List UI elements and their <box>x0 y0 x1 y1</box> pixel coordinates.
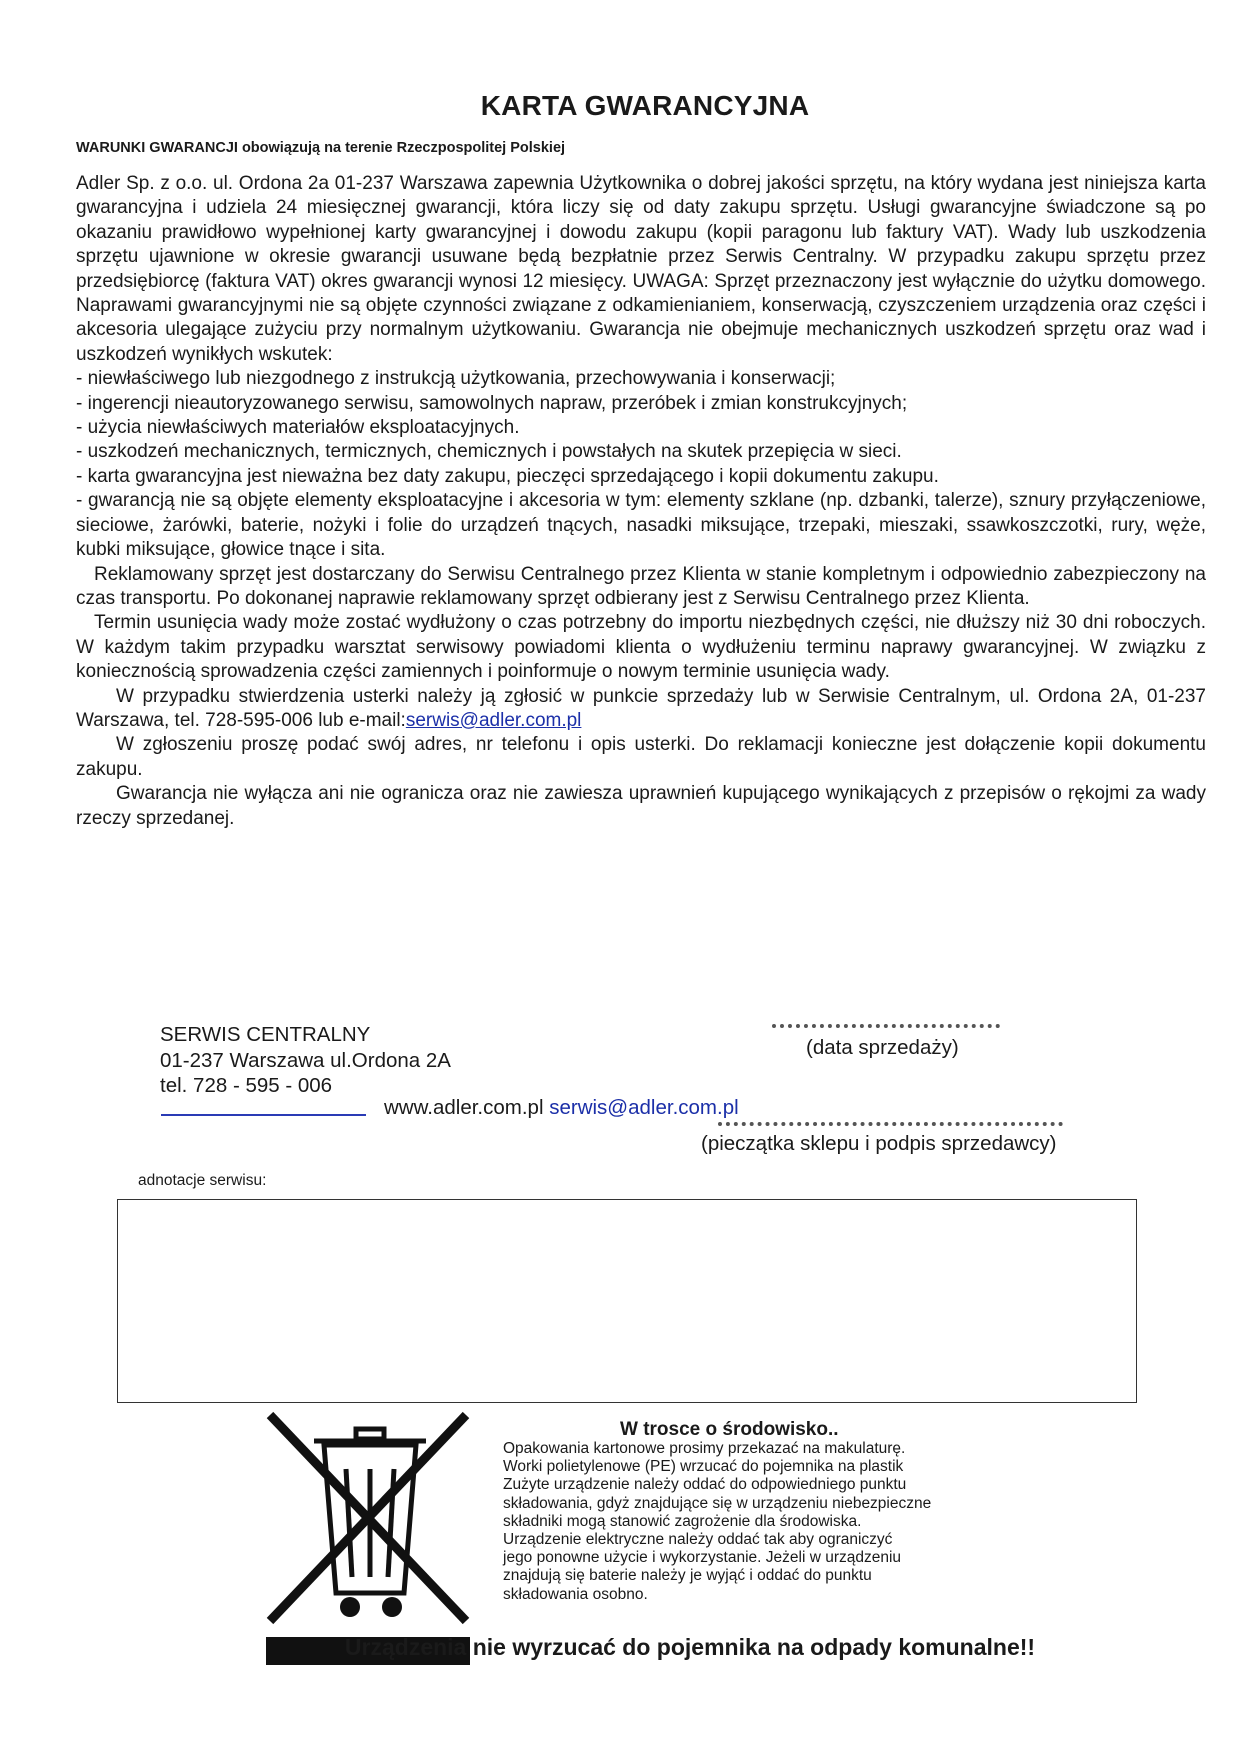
stamp-signature-label: (pieczątka sklepu i podpis sprzedawcy) <box>701 1132 1057 1155</box>
service-address: 01-237 Warszawa ul.Ordona 2A <box>160 1048 451 1072</box>
environment-line: Opakowania kartonowe prosimy przekazać na makulaturę. <box>503 1440 906 1457</box>
warranty-conditions-heading: WARUNKI GWARANCJI obowiązują na terenie Rzeczpospolitej Polskiej <box>76 140 566 156</box>
paragraph-rights: Gwarancja nie wyłącza ani nie ogranicza oraz nie zawiesza uprawnień kupującego wynikających z przepisów o rękojmi za wady rzeczy sprzedanej. <box>76 783 1206 829</box>
paragraph-main: Adler Sp. z o.o. ul. Ordona 2a 01-237 Warszawa zapewnia Użytkownika o dobrej jakości sprzętu, na który wydana jest niniejsza karta gwarancyjna i udziela 24 miesięcznej gwarancji, która liczy się od daty zakupu sprzętu. Usługi gwarancyjne świadczone są po okazaniu prawidłowo wypełnionej karty gwarancyjnej i dowodu zakupu (kopii paragonu lub faktury VAT). Wady lub uszkodzenia sprzętu ujawnione w okresie gwarancji usuwane będą bezpłatnie przez Serwis Centralny. W przypadku zakupu sprzętu przez przedsiębiorcę (faktura VAT) okres gwarancji wynosi 12 miesięcy. UWAGA: Sprzęt przeznaczony jest wyłącznie do użytku domowego. Naprawami gwarancyjnymi nie są objęte czynności związane z odkamienianiem, konserwacją, czyszczeniem urządzenia oraz części i akcesoria ulegające zużyciu przy normalnym użytkowaniu. Gwarancja nie obejmuje mechanicznych uszkodzeń sprzętu oraz wad i uszkodzeń wynikłych wskutek: <box>76 173 1206 365</box>
service-phone: tel. 728 - 595 - 006 <box>160 1074 333 1097</box>
service-name: SERWIS CENTRALNY <box>160 1023 371 1046</box>
warranty-terms <box>76 172 1206 831</box>
environment-line: Urządzenie elektryczne należy oddać tak aby ograniczyć <box>503 1531 893 1549</box>
environment-line: składowania osobno. <box>503 1585 648 1603</box>
service-center-block <box>160 1022 451 1099</box>
environment-line: jego ponowne użycie i wykorzystanie. Jeżeli w urządzeniu <box>503 1549 902 1567</box>
service-web-row <box>384 1096 739 1120</box>
environment-line: składniki mogą stanowić zagrożenie dla środowiska. <box>503 1512 862 1530</box>
environment-line: Worki polietylenowe (PE) wrzucać do pojemnika na plastik <box>503 1458 904 1476</box>
website-link[interactable]: www.adler.com.pl <box>384 1096 544 1119</box>
environment-line: znajdują się baterie należy je wyjąć i oddać do punktu <box>503 1567 872 1585</box>
sale-date-field[interactable] <box>772 1024 1000 1028</box>
paragraph-term: Termin usunięcia wady może zostać wydłużony o czas potrzebny do importu niezbędnych części, nie dłuższy niż 30 dni roboczych. W każdym takim przypadku warsztat serwisowy powiadomi klienta o wydłużeniu terminu naprawy gwarancyjnej. W związku z koniecznością sprowadzenia części zamiennych i poinformuje o nowym terminie usunięcia wady. <box>76 612 1206 683</box>
exclusion-item: - niewłaściwego lub niezgodnego z instrukcją użytkowania, przechowywania i konserwacji; <box>76 368 836 390</box>
paragraph-report <box>76 685 1206 734</box>
blank-link-underline <box>161 1114 366 1116</box>
exclusion-item: - użycia niewłaściwych materiałów eksploatacyjnych. <box>76 417 520 439</box>
paragraph-delivery: Reklamowany sprzęt jest dostarczany do Serwisu Centralnego przez Klienta w stanie kompletnym i odpowiednio zabezpieczony na czas transportu. Po dokonanej naprawie reklamowany sprzęt odbierany jest z Serwisu Centralnego przez Klienta. <box>76 563 1206 609</box>
exclusion-item: - uszkodzeń mechanicznych, termicznych, chemicznych i powstałych na skutek przepięcia w sieci. <box>76 441 902 463</box>
exclusion-item: - ingerencji nieautoryzowanego serwisu, samowolnych napraw, przeróbek i zmian konstrukcyjnych; <box>76 392 908 414</box>
environment-title: W trosce o środowisko.. <box>620 1419 839 1440</box>
service-notes-label: adnotacje serwisu: <box>138 1172 267 1189</box>
weee-crossed-bin-icon <box>262 1407 474 1670</box>
report-email-link[interactable]: serwis@adler.com.pl <box>405 709 582 731</box>
exclusion-item: - gwarancją nie są objęte elementy eksploatacyjne i akcesoria w tym: elementy szklane (np. dzbanki, talerze), sznury przyłączeniowe, sieciowe, żarówki, baterie, nożyki i folie do urządzeń tnących, nasadki miksujące, trzepaki, mieszaki, ssawkoszczotki, rury, węże, kubki miksujące, głowice tnące i sita. <box>76 490 1206 561</box>
stamp-signature-field[interactable] <box>718 1122 1063 1126</box>
paragraph-info: W zgłoszeniu proszę podać swój adres, nr telefonu i opis usterki. Do reklamacji konieczne jest dołączenie kopii dokumentu zakupu. <box>76 734 1206 780</box>
sale-date-label: (data sprzedaży) <box>806 1036 959 1059</box>
disposal-warning: Urządzenia nie wyrzucać do pojemnika na odpady komunalne!! <box>344 1634 1036 1660</box>
exclusion-item: - karta gwarancyjna jest nieważna bez daty zakupu, pieczęci sprzedającego i kopii dokumentu zakupu. <box>76 465 939 487</box>
environment-line: składowania, gdyż znajdujące się w urządzeniu niebezpieczne <box>503 1494 932 1512</box>
environment-line: Zużyte urządzenie należy oddać do odpowiedniego punktu <box>503 1476 907 1494</box>
service-notes-box[interactable] <box>117 1199 1137 1403</box>
service-email-link[interactable]: serwis@adler.com.pl <box>549 1096 739 1119</box>
environment-text <box>503 1440 1023 1604</box>
page-title: KARTA GWARANCYJNA <box>480 90 810 121</box>
paragraph-report-text: W przypadku stwierdzenia usterki należy ją zgłosić w punkcie sprzedaży lub w Serwisie Centralnym, ul. Ordona 2A, 01-237 Warszawa, tel. 728-595-006 lub e-mail: <box>76 685 1206 731</box>
